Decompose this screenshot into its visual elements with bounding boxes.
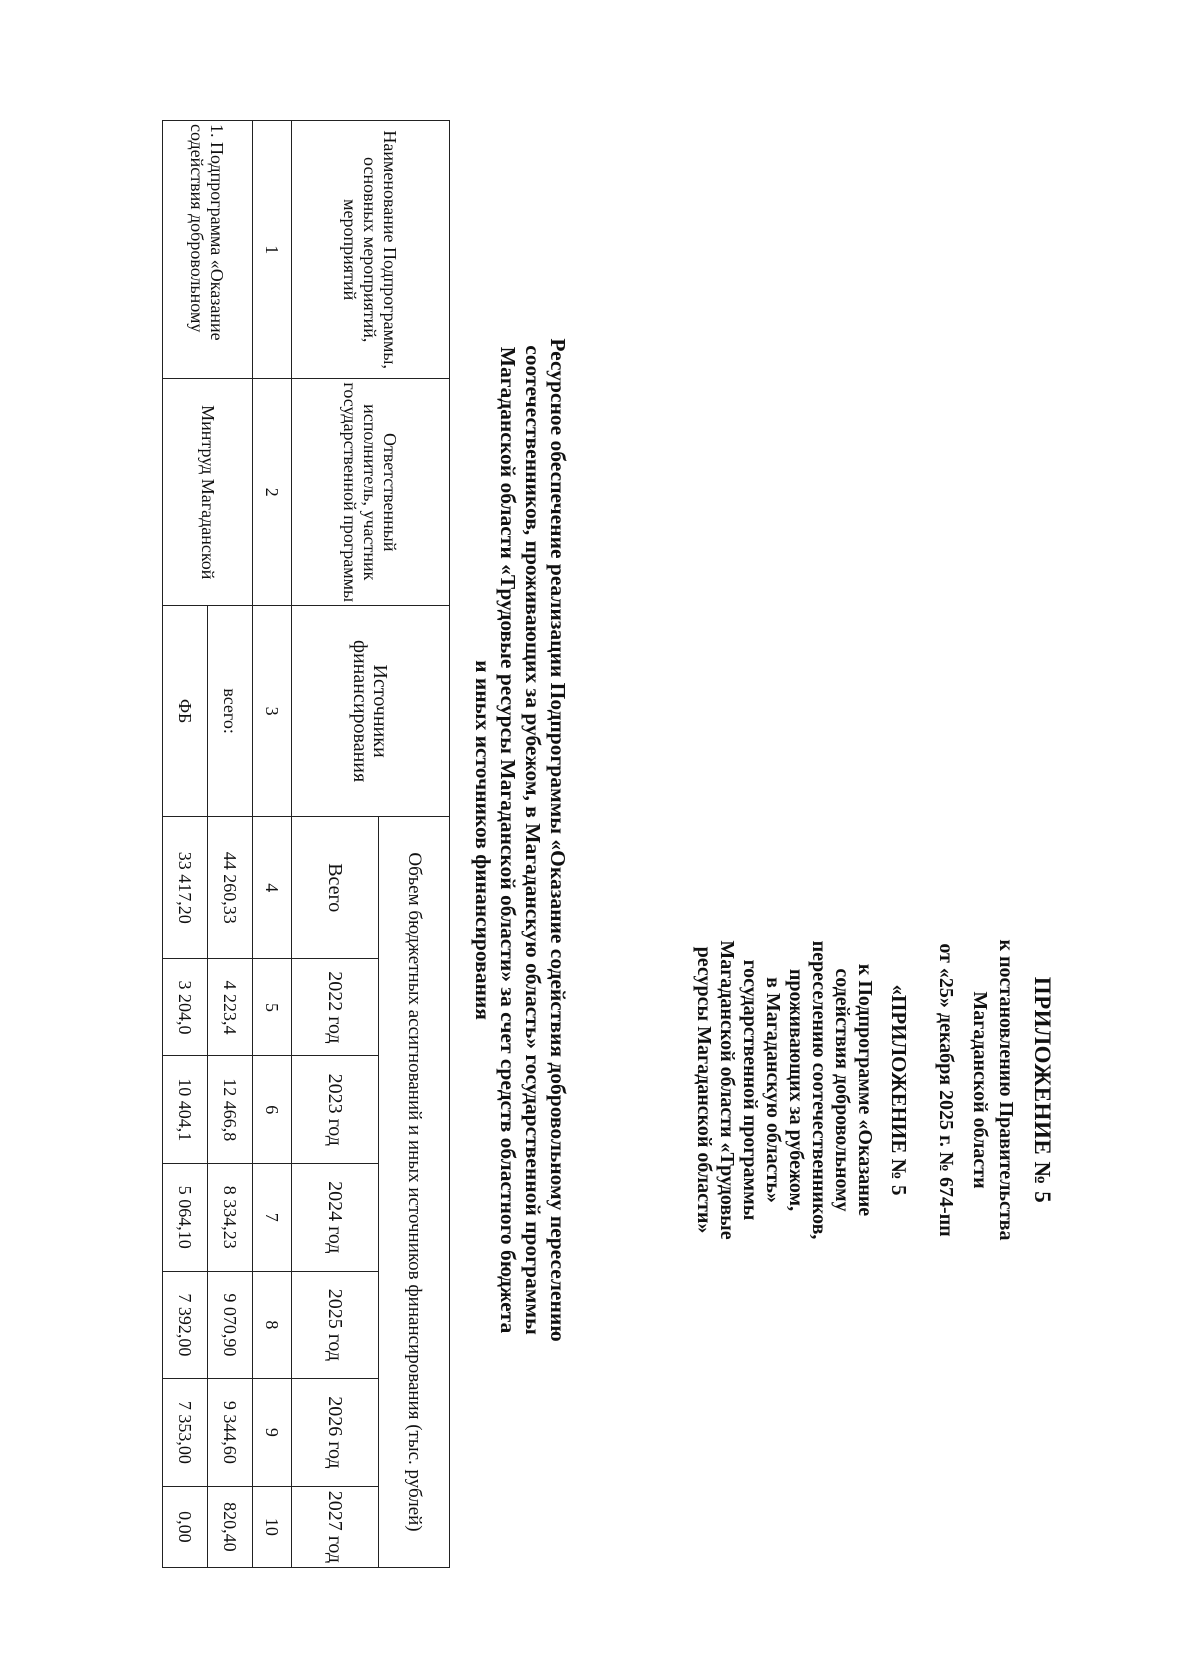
annex-block [692,740,1055,1440]
heading-line: Магаданской области «Трудовые ресурсы Магаданской области» за счет средств областного бюджета [496,346,520,1334]
annex2-line: содействия добровольному [831,968,853,1212]
heading-line: Ресурсное обеспечение реализации Подпрограммы «Оказание содействия добровольному переселению [546,338,570,1342]
header-name: Наименование Подпрограммы, основных мероприятий, мероприятий [292,121,450,379]
annex-title: ПРИЛОЖЕНИЕ № 5 [1030,976,1055,1204]
column-number: 2 [253,379,292,606]
table-header-row [379,121,450,1568]
table-row [208,121,253,1568]
header-total: Всего [292,817,379,959]
row-value: 3 204,0 [163,959,208,1056]
header-volume: Объем бюджетных ассигнований и иных источников финансирования (тыс. рублей) [379,817,450,1568]
row-value: 0,00 [163,1486,208,1567]
row-name: 1. Подпрограмма «Оказание содействия добровольному [163,121,253,379]
column-number-row [253,121,292,1568]
header-year: 2022 год [292,959,379,1056]
row-value: 7 353,00 [163,1379,208,1487]
column-number: 8 [253,1271,292,1379]
row-value: 9 070,90 [208,1271,253,1379]
annex-line-1: к постановлению Правительства [995,939,1017,1241]
row-executor: Минтруд Магаданской [163,379,253,606]
column-number: 7 [253,1164,292,1272]
heading-line: соотечественников, проживающих за рубежом, в Магаданскую область» государственной программы [521,345,545,1335]
row-value: 12 466,8 [208,1056,253,1164]
header-executor: Ответственный исполнитель, участник государственной программы [292,379,450,606]
annex-line-2: Магаданской области [969,991,991,1189]
header-year: 2027 год [292,1486,379,1567]
header-year: 2025 год [292,1271,379,1379]
annex2-line: переселению соотечественников, [808,940,830,1240]
heading-line: и иных источников финансирования [471,660,495,1020]
row-source: ФБ [163,606,208,817]
header-sources: Источники финансирования [292,606,450,817]
row-value: 44 260,33 [208,817,253,959]
column-number: 3 [253,606,292,817]
row-source: всего: [208,606,253,817]
row-value: 5 064,10 [163,1164,208,1272]
row-value: 9 344,60 [208,1379,253,1487]
column-number: 9 [253,1379,292,1487]
column-number: 4 [253,817,292,959]
column-number: 5 [253,959,292,1056]
row-value: 33 417,20 [163,817,208,959]
column-number: 6 [253,1056,292,1164]
row-value: 4 223,4 [208,959,253,1056]
row-value: 7 392,00 [163,1271,208,1379]
annex2-line: проживающих за рубежом, [785,968,807,1212]
funding-table [162,120,450,1568]
annex2-line: к Подпрограмме «Оказание [854,963,876,1217]
column-number: 1 [253,121,292,379]
annex2-line: государственной программы [739,959,761,1221]
annex2-line: Магаданской области «Трудовые [716,940,738,1240]
header-year: 2024 год [292,1164,379,1272]
rotated-page [95,120,1055,1563]
row-value: 10 404,1 [163,1056,208,1164]
document-heading [470,120,570,1560]
annex-line-3: от «25» декабря 2025 г. № 674-пп [935,943,957,1237]
annex2-line: ресурсы Магаданской области» [693,946,715,1234]
column-number: 10 [253,1486,292,1567]
row-value: 820,40 [208,1486,253,1567]
annex2-line: в Магаданскую область» [762,977,784,1203]
row-value: 8 334,23 [208,1164,253,1272]
header-year: 2023 год [292,1056,379,1164]
header-year: 2026 год [292,1379,379,1487]
annex2-title: «ПРИЛОЖЕНИЕ № 5 [887,984,911,1196]
